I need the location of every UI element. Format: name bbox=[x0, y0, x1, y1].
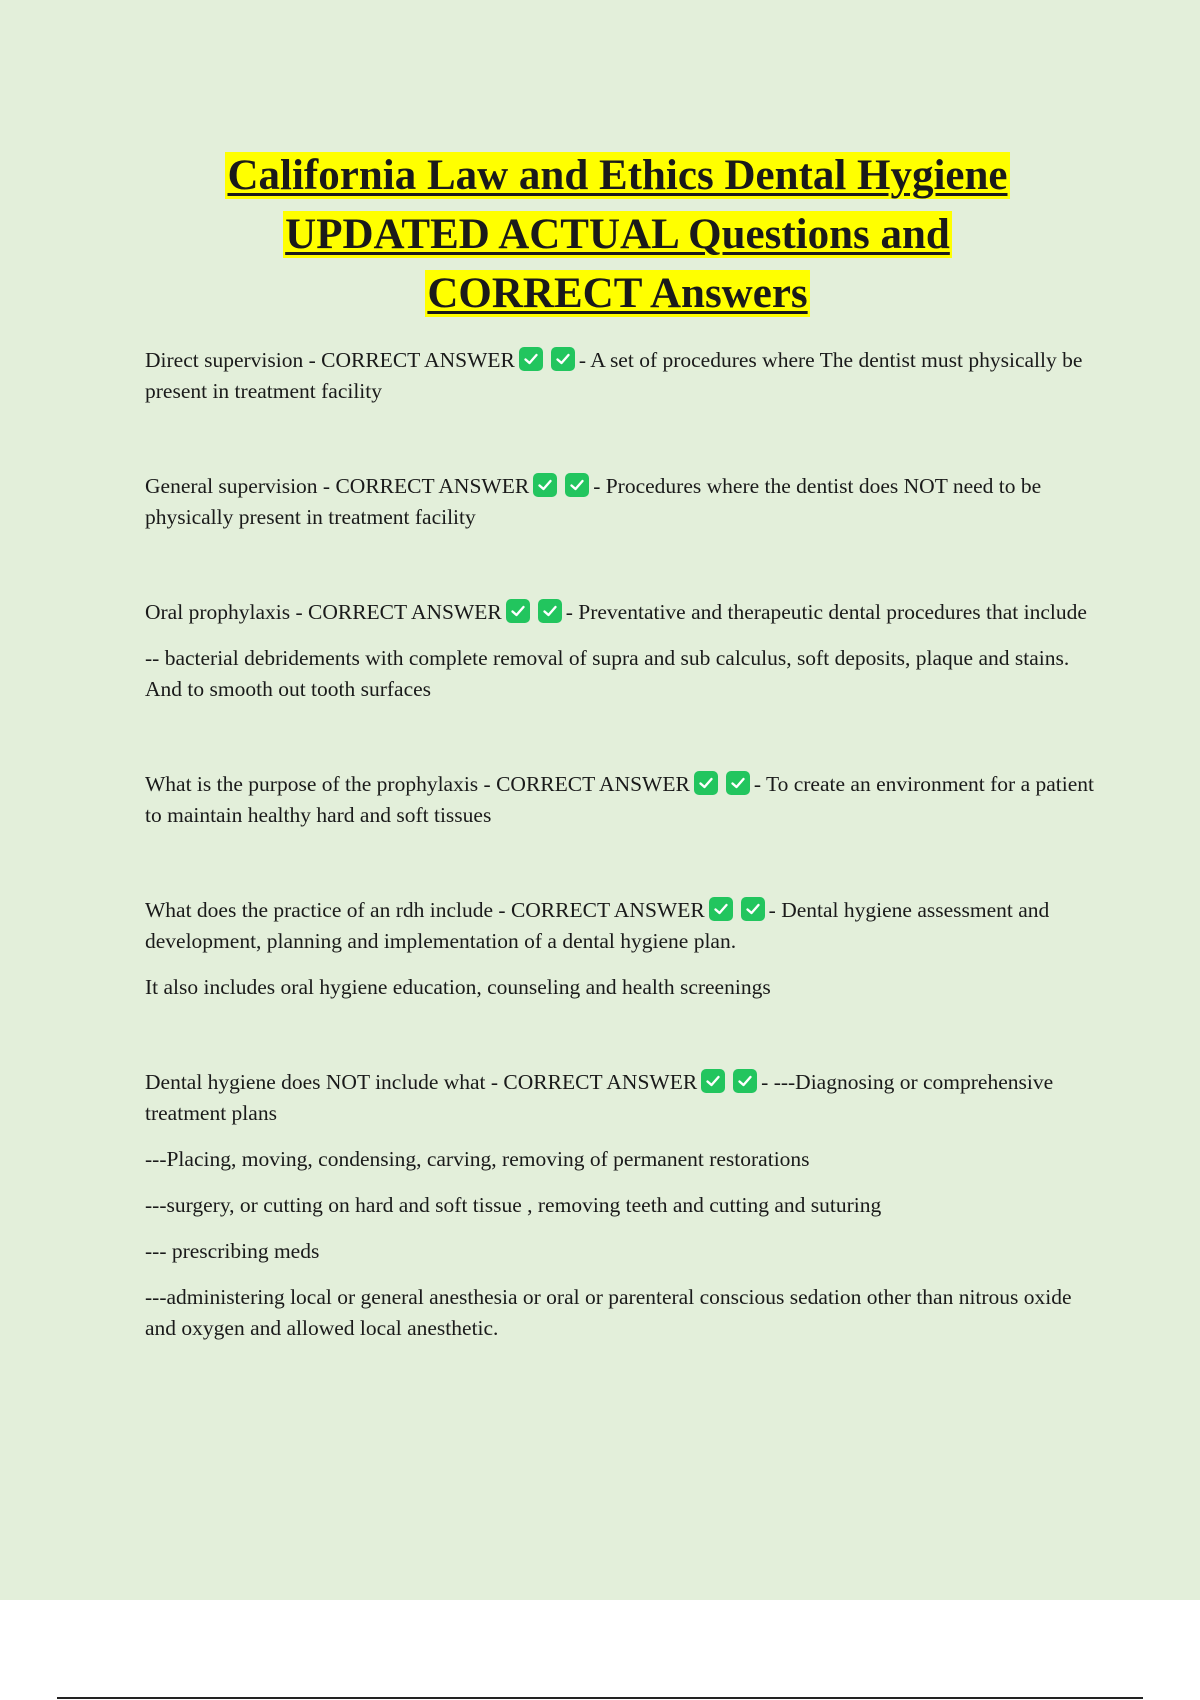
qa-line bbox=[145, 597, 1095, 628]
question-text: Oral prophylaxis - CORRECT ANSWER bbox=[145, 600, 502, 624]
check-mark-icon bbox=[733, 1069, 757, 1093]
qa-line bbox=[145, 769, 1095, 831]
qa-entry bbox=[145, 597, 1095, 705]
title-line: UPDATED ACTUAL Questions and bbox=[285, 211, 950, 258]
check-mark-icon bbox=[701, 1069, 725, 1093]
qa-list bbox=[145, 345, 1095, 1408]
document-title bbox=[145, 146, 1090, 323]
check-mark-icon bbox=[694, 771, 718, 795]
answer-text: - ---Diagnosing or comprehensive treatment plans bbox=[145, 1070, 1054, 1125]
question-text: What is the purpose of the prophylaxis - CORRECT ANSWER bbox=[145, 772, 690, 796]
answer-text: - Procedures where the dentist does NOT need to be physically present in treatment facility bbox=[145, 474, 1042, 529]
qa-line bbox=[145, 1067, 1095, 1129]
answer-continuation: --- prescribing meds bbox=[145, 1239, 320, 1263]
answer-text: - A set of procedures where The dentist must physically be present in treatment facility bbox=[145, 348, 1083, 403]
check-mark-icon bbox=[709, 897, 733, 921]
footer-divider bbox=[57, 1697, 1143, 1699]
qa-line bbox=[145, 471, 1095, 533]
check-mark-icon bbox=[533, 473, 557, 497]
answer-text: - Dental hygiene assessment and development, planning and implementation of a dental hygiene plan. bbox=[145, 898, 1050, 953]
qa-line bbox=[145, 345, 1095, 407]
check-mark-icon bbox=[726, 771, 750, 795]
qa-entry bbox=[145, 471, 1095, 533]
answer-continuation: It also includes oral hygiene education, counseling and health screenings bbox=[145, 975, 771, 999]
answer-continuation: ---surgery, or cutting on hard and soft tissue , removing teeth and cutting and suturing bbox=[145, 1193, 882, 1217]
question-text: General supervision - CORRECT ANSWER bbox=[145, 474, 530, 498]
answer-continuation: ---administering local or general anesthesia or oral or parenteral conscious sedation other than nitrous oxide and oxygen and allowed local anesthetic. bbox=[145, 1285, 1072, 1340]
qa-entry bbox=[145, 769, 1095, 831]
check-mark-icon bbox=[538, 599, 562, 623]
answer-text: - To create an environment for a patient to maintain healthy hard and soft tissues bbox=[145, 772, 1094, 827]
answer-continuation: -- bacterial debridements with complete removal of supra and sub calculus, soft deposits, plaque and stains. And to smooth out tooth surfaces bbox=[145, 646, 1070, 701]
check-mark-icon bbox=[741, 897, 765, 921]
question-text: What does the practice of an rdh include - CORRECT ANSWER bbox=[145, 898, 705, 922]
question-text: Direct supervision - CORRECT ANSWER bbox=[145, 348, 515, 372]
check-mark-icon bbox=[519, 347, 543, 371]
qa-entry bbox=[145, 345, 1095, 407]
check-mark-icon bbox=[551, 347, 575, 371]
question-text: Dental hygiene does NOT include what - CORRECT ANSWER bbox=[145, 1070, 698, 1094]
answer-text: - Preventative and therapeutic dental procedures that include bbox=[565, 600, 1087, 624]
title-line: California Law and Ethics Dental Hygiene bbox=[227, 152, 1008, 199]
check-mark-icon bbox=[506, 599, 530, 623]
check-mark-icon bbox=[565, 473, 589, 497]
title-line: CORRECT Answers bbox=[427, 270, 808, 317]
qa-entry bbox=[145, 1067, 1095, 1344]
qa-line bbox=[145, 895, 1095, 957]
answer-continuation: ---Placing, moving, condensing, carving, removing of permanent restorations bbox=[145, 1147, 810, 1171]
qa-entry bbox=[145, 895, 1095, 1003]
